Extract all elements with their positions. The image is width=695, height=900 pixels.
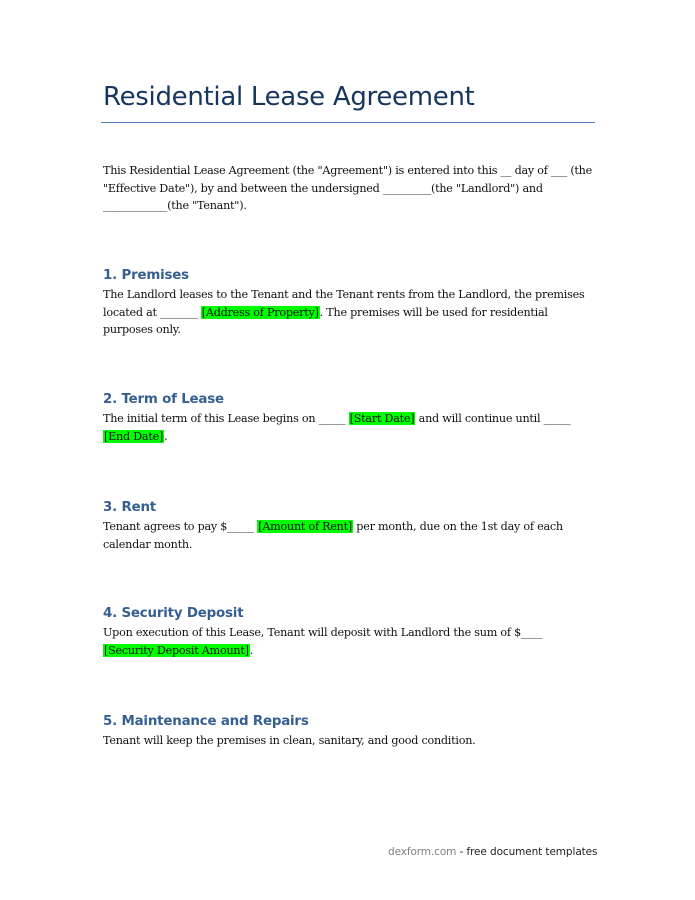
section-body: Tenant will keep the premises in clean, sanitary, and good condition. <box>103 734 476 747</box>
section-premises <box>103 267 593 339</box>
section-security-deposit <box>103 605 593 659</box>
body-text: . <box>164 429 168 443</box>
section-heading: 4. Security Deposit <box>103 606 244 621</box>
document-title: Residential Lease Agreement <box>103 82 475 112</box>
intro-line-3: ____________(the "Tenant"). <box>103 199 247 212</box>
intro-paragraph <box>103 162 593 215</box>
section-body <box>103 286 593 339</box>
section-maintenance-and-repairs <box>103 713 593 750</box>
section-rent <box>103 499 593 553</box>
body-text: Tenant agrees to pay $_____ <box>103 520 258 533</box>
title-underline <box>101 122 595 123</box>
intro-line-1: This Residential Lease Agreement (the "Agreement") is entered into this __ day of ___ (the <box>103 164 593 177</box>
section-heading: 2. Term of Lease <box>103 392 224 407</box>
section-heading: 5. Maintenance and Repairs <box>103 714 309 729</box>
section-heading: 1. Premises <box>103 268 189 283</box>
footer-brand-link[interactable]: dexform.com <box>388 846 457 858</box>
body-text: . The premises will be used for residential purposes only. <box>103 305 548 336</box>
placeholder-end-date: [End Date] <box>104 429 164 443</box>
placeholder-security-deposit-amount: [Security Deposit Amount] <box>104 643 249 657</box>
section-term-of-lease <box>103 391 593 445</box>
placeholder-start-date: [Start Date] <box>349 412 415 425</box>
section-body <box>103 518 593 553</box>
footer <box>388 846 597 858</box>
body-text: Upon execution of this Lease, Tenant will deposit with Landlord the sum of $____ <box>103 626 543 639</box>
placeholder-address-of-property: [Address of Property] <box>201 305 319 319</box>
section-heading: 3. Rent <box>103 500 156 515</box>
footer-tagline: - free document templates <box>456 846 598 858</box>
intro-line-2: "Effective Date"), by and between the undersigned _________(the "Landlord") and <box>103 181 543 195</box>
body-text: per month, due on the 1st day of each calendar month. <box>103 520 563 551</box>
body-text: . <box>249 643 254 657</box>
body-text: and will continue until _____ <box>415 412 571 425</box>
section-body <box>103 624 593 659</box>
placeholder-amount-of-rent: [Amount of Rent] <box>258 520 352 533</box>
section-body <box>103 410 593 445</box>
body-text: The Landlord leases to the Tenant and the Tenant rents from the Landlord, the premises located at _______ <box>103 288 585 319</box>
body-text: The initial term of this Lease begins on _____ <box>103 412 349 425</box>
